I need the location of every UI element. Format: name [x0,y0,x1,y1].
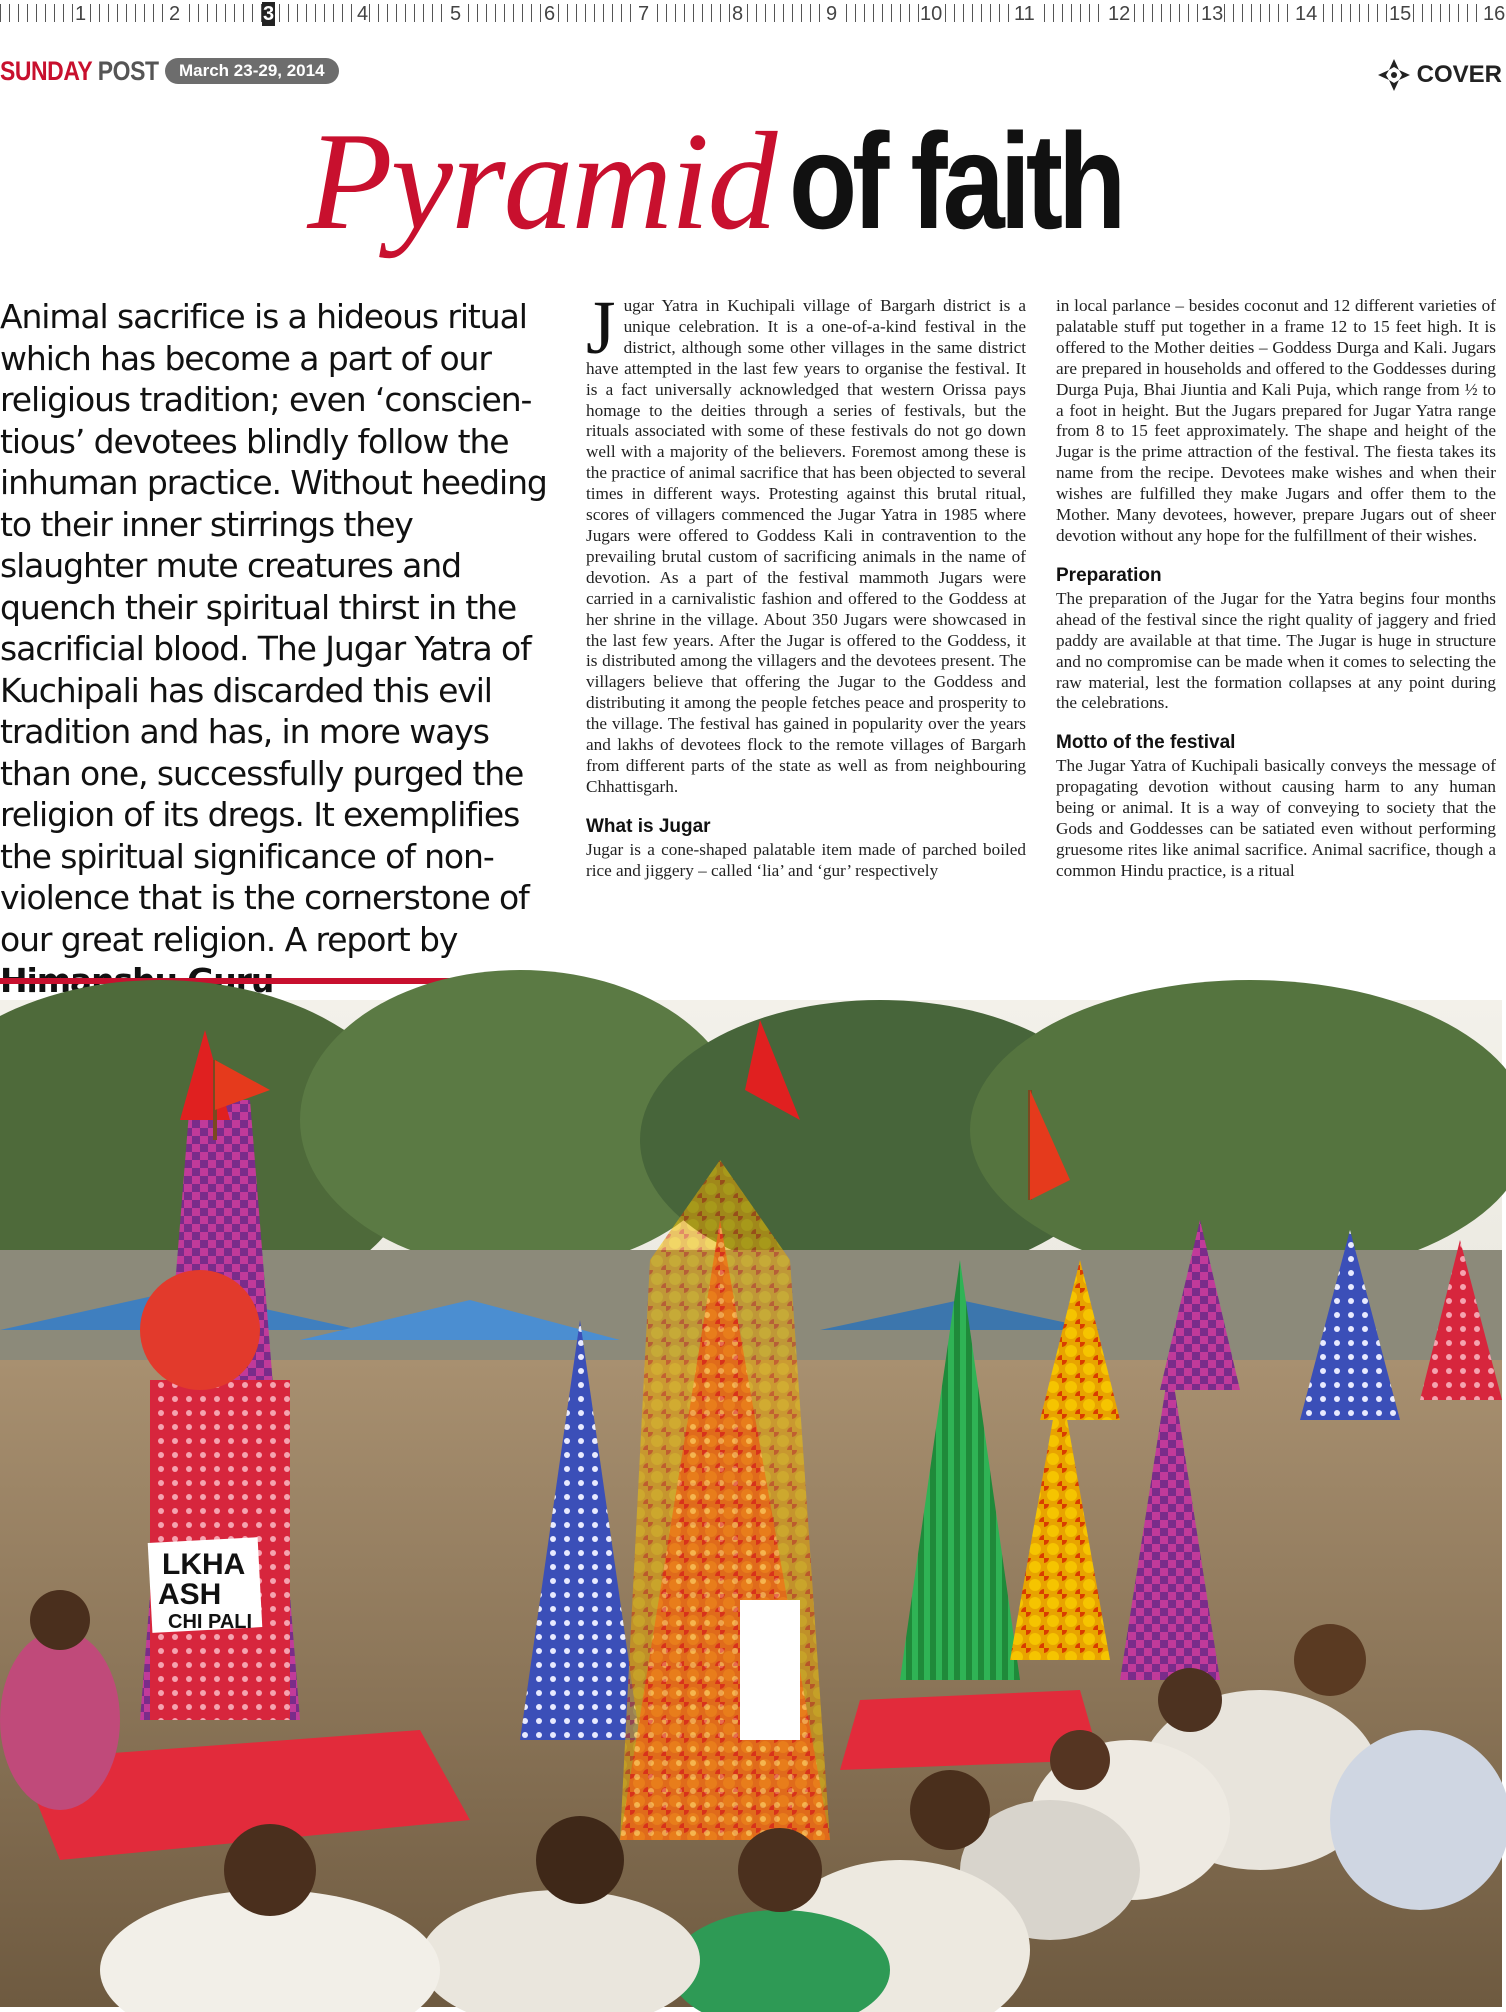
ruler-number: 15 [1389,3,1412,25]
festival-photo-illustration [0,1000,1502,2007]
section-name: COVER [1416,61,1502,88]
standfirst-text: Animal sacrifice is a hideous ritual which has become a part of our religious tradition; even ‘conscien-tious’ devotees blindly follow the inhuman practice. Without heeding to their inner stirrings they slaughter mute creatures and quench their spiritual thirst in the sacrificial blood. The Jugar Yatra of Kuchipali has discarded this evil tradition and has, in more ways than one, successfully purged the religion of its dregs. It exemplifies the spiritual significance of non-violence that is the cornerstone of our great religion. A report by [0,297,547,959]
ruler-number: 11 [1014,3,1035,25]
headline-italic: Pyramid [307,104,776,259]
ruler-number: 12 [1108,3,1131,25]
ruler-number: 1 [75,3,87,25]
issue-date: March 23-29, 2014 [165,58,339,84]
page-ruler [0,0,1506,36]
ruler-number: 2 [169,3,181,25]
article-column-2 [1056,296,1496,882]
photo-sign-line3: CHI PALI [168,1611,253,1633]
publication-name-part1: SUNDAY [0,56,92,86]
compass-arrows-icon [1377,58,1411,92]
what-is-jugar-text-part1: Jugar is a cone-shaped palatable item made of parched boiled rice and jiggery – called ‘lia’ and ‘gur’ respectively [586,839,1026,880]
article-column-1 [586,286,1026,882]
ruler-number: 14 [1295,3,1318,25]
subheading-what-is-jugar: What is Jugar [586,815,711,837]
article-intro-text: ugar Yatra in Kuchipali village of Bargarh district is a unique celebration. It is a one-of-a-kind festival in the district, although some other villages in the same district have attempted in the last few years to organise the festival. It is a fact universally acknowledged that western Orissa pays homage to the deities through a series of festivals, but the rituals associated with some of these festivals do not go down well with a majority of the believers. Foremost among these is the practice of animal sacrifice that has been objected to several times in different ways. Protesting against this brutal ritual, scores of villagers commenced the Jugar Yatra in 1985 where Jugars were offered to Goddess Kali in contravention to the prevailing brutal custom of sacrificing animals in the name of devotion. As a part of the festival mammoth Jugars were carried in a carnivalistic fashion and offered to the Goddess at her shrine in the village. About 350 Jugars were showcased in the last few years. After the Jugar is offered to the Goddess, it is distributed among the villagers and the devotees present. The villagers believe that offering the Jugar to the Goddess and distributing it among the people fetches peace and prosperity to the village. The festival has gained in popularity over the years and lakhs of devotees flock to the remote villages of Bargarh from different parts of the state as well as from neighbouring Chhattisgarh. [586,296,1026,796]
what-is-jugar-text-part2: in local parlance – besides coconut and 12 different varieties of palatable stuff put together in a frame 12 to 15 feet high. It is offered to the Mother deities – Goddess Durga and Kali. Jugars are prepared in households and offered to the Goddesses during Durga Puja, Bhai Jiuntia and Kali Puja, which range from ½ to a foot in height. But the Jugars prepared for Jugar Yatra range from 8 to 15 feet approximately. The shape and height of the Jugar is the prime attraction of the festival. The fiesta takes its name from the recipe. Devotees make wishes and when their wishes are fulfilled they make Jugars and offer them to the Mother. Many devotees, however, prepare Jugars out of sheer devotion without any hope for the fulfillment of their wishes. [1056,296,1496,545]
publication-name [0,56,159,87]
subheading-motto: Motto of the festival [1056,732,1236,754]
photo-sign-line2: ASH [158,1578,222,1611]
publication-name-part2: POST [97,56,159,86]
ruler-number: 9 [826,3,838,25]
masthead [0,52,1502,96]
section-label [1377,58,1502,92]
subheading-preparation: Preparation [1056,564,1162,586]
photo-sign-line1: LKHA [162,1548,246,1581]
ruler-number: 7 [638,3,650,25]
ruler-number: 10 [920,3,943,25]
motto-text: The Jugar Yatra of Kuchipali basically conveys the message of propagating devotion without causing harm to any human being or animal. It is a way of conveying to society that the Gods and Goddesses can be satiated even without performing gruesome rites like animal sacrifice. Animal sacrifice, though a common Hindu practice, is a ritual [1056,756,1496,880]
ruler-number: 4 [357,3,369,25]
ruler-number: 6 [544,3,556,25]
preparation-text: The preparation of the Jugar for the Yatra begins four months ahead of the festival since the right quality of jaggery and fried paddy are available at that time. The Jugar is huge in structure and no compromise can be made when it comes to selecting the raw material, lest the formation collapses at any point during the celebrations. [1056,588,1496,713]
headline-bold: of faith [789,105,1122,257]
headline [0,96,1502,266]
ruler-number: 5 [450,3,462,25]
article-intro [586,286,1026,798]
standfirst [0,296,552,1002]
ruler-number: 13 [1201,3,1224,25]
ruler-number: 8 [732,3,744,25]
drop-cap: J [586,286,616,370]
ruler-number: 3 [263,3,275,25]
ruler-number: 16 [1483,3,1506,25]
festival-photo [0,1000,1502,2007]
